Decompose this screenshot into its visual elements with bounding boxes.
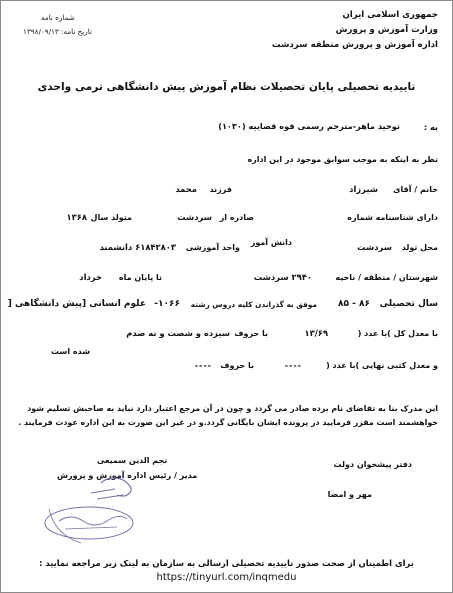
org-line-2: وزارت آموزش و پرورش xyxy=(335,25,438,35)
org-line-1: جمهوری اسلامی ایران xyxy=(342,10,438,20)
official-stamp-icon xyxy=(31,465,161,555)
document-title: تاییدیه تحصیلی پایان تحصیلات نظام آموزش پیش دانشگاهی ترمی واحدی xyxy=(37,81,416,93)
org-line-3: اداره آموزش و پرورش منطقه سردشت xyxy=(271,40,438,50)
letter-date: تاریخ نامه: ۱۳۹۸/۰۹/۱۳ xyxy=(23,27,92,36)
letter-number-label: شماره نامه xyxy=(41,13,75,22)
child-of-label: فرزند xyxy=(209,185,232,194)
father-name: محمد xyxy=(175,184,197,194)
issued-from-label: صادره از xyxy=(219,213,254,222)
final-words: ---- xyxy=(194,361,212,370)
official-title: مدیر / رئیس اداره آموزش و پرورش xyxy=(57,471,198,480)
passed-label: موفق به گذراندن کلیه دروس رشته xyxy=(190,300,317,309)
year-value: ۸۶ - ۸۵ xyxy=(337,299,370,309)
recipient-prefix: به : xyxy=(423,122,438,132)
until-label: تا پایان ماه xyxy=(118,273,162,282)
gender-label: خانم / آقای xyxy=(393,185,438,194)
verify-text: برای اطمینان از صحت صدور تاییدیه تحصیلی ارسالی به سازمان به لینک زیر مراجعه نمایید : xyxy=(39,558,414,568)
birth-year-label: متولد سال xyxy=(90,213,132,222)
recipient-name: توحید ماهر-مترجم رسمی قوه قضاییه (۱۰۳۰) xyxy=(218,121,400,131)
student-label: دانش آموز xyxy=(250,238,292,247)
city-label: شهرستان / منطقه / ناحیه xyxy=(335,273,438,282)
gpa-words: سیزده و شصت و نه صدم xyxy=(126,328,230,338)
gpa-label: با معدل کل )با عدد ( xyxy=(357,329,438,338)
verify-link[interactable]: https://tinyurl.com/inqmedu xyxy=(156,572,297,583)
seal-label: مهر و امضا xyxy=(327,490,372,499)
city-value: ۲۹۴۰ سردشت xyxy=(253,272,312,282)
issued-place: سردشت xyxy=(177,212,212,222)
birthplace: سردشت xyxy=(357,242,392,252)
unit-value: ۶۱۸۴۲۸۰۳ دانشمند xyxy=(99,242,176,252)
gpa-words-label: با حروف xyxy=(234,329,268,338)
first-name: شیرزاد xyxy=(349,184,378,194)
field-code: ۱۰۶۶- xyxy=(154,299,180,309)
official-name: نجم الدین سمیعی xyxy=(97,456,168,465)
birth-year: ۱۳۶۸ xyxy=(66,212,87,222)
final-words-label: با حروف xyxy=(220,361,254,370)
year-label: سال تحصیلی xyxy=(379,299,438,309)
id-label: دارای شناسنامه شماره xyxy=(347,213,438,222)
became-label: شده است xyxy=(51,347,91,356)
office-label: دفتر پیشخوان دولت xyxy=(333,460,412,469)
gpa-value: ۱۳/۶۹ xyxy=(304,328,328,338)
disclaimer-paragraph: این مدرک بنا به تقاضای نام برده صادر می گردد و چون در آن مرجع اعتبار دارد نباید به صاحبش تسلیم شود خواهشمند است مقرر فرمایید در پرونده ایشان بایگانی گردد.و در غیر این صورت به این اداره عودت فرمایند . xyxy=(18,404,438,427)
field-name: علوم انسانی [پیش دانشگاهی [ xyxy=(7,299,146,309)
final-label: و معدل کتبی نهایی )با عدد ( xyxy=(326,361,438,370)
birthplace-label: محل تولد xyxy=(401,243,438,252)
final-value: ---- xyxy=(284,361,302,370)
intro-text: نظر به اینکه به موجب سوابق موجود در این اداره xyxy=(247,155,438,164)
month-value: خرداد xyxy=(79,272,102,282)
unit-label: واحد آموزشی xyxy=(185,243,240,252)
